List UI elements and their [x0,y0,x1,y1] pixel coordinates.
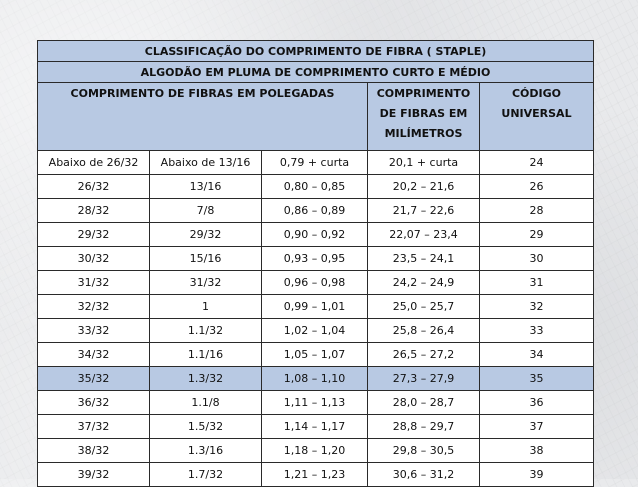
cell-universal-code: 31 [480,271,594,295]
cell-millimeters: 29,8 – 30,5 [368,439,480,463]
cell-millimeters: 25,0 – 25,7 [368,295,480,319]
table-row [38,343,594,367]
cell-inches-fraction: 15/16 [150,247,262,271]
table-row [38,151,594,175]
cell-universal-code: 33 [480,319,594,343]
cell-millimeters: 30,6 – 31,2 [368,463,480,487]
cell-inches-decimal: 0,96 – 0,98 [262,271,368,295]
cell-inches-fraction: 29/32 [150,223,262,247]
cell-inches-fraction: Abaixo de 13/16 [150,151,262,175]
cell-inches-32nds: 37/32 [38,415,150,439]
cell-inches-fraction: 1.1/8 [150,391,262,415]
cell-millimeters: 26,5 – 27,2 [368,343,480,367]
cell-inches-decimal: 1,05 – 1,07 [262,343,368,367]
table-title-row [38,41,594,62]
header-universal-code: CÓDIGO UNIVERSAL [480,83,594,151]
table-row [38,271,594,295]
table-row [38,175,594,199]
cell-inches-32nds: 28/32 [38,199,150,223]
table-row [38,319,594,343]
cell-inches-fraction: 1.3/32 [150,367,262,391]
cell-inches-32nds: Abaixo de 26/32 [38,151,150,175]
cell-universal-code: 38 [480,439,594,463]
cell-millimeters: 28,8 – 29,7 [368,415,480,439]
cell-inches-fraction: 1.1/16 [150,343,262,367]
fiber-length-table-container [37,40,593,487]
table-row [38,223,594,247]
cell-inches-32nds: 36/32 [38,391,150,415]
cell-universal-code: 34 [480,343,594,367]
table-row [38,391,594,415]
cell-inches-decimal: 0,79 + curta [262,151,368,175]
cell-inches-32nds: 29/32 [38,223,150,247]
cell-millimeters: 28,0 – 28,7 [368,391,480,415]
cell-inches-decimal: 0,80 – 0,85 [262,175,368,199]
cell-universal-code: 36 [480,391,594,415]
cell-universal-code: 35 [480,367,594,391]
cell-millimeters: 21,7 – 22,6 [368,199,480,223]
cell-inches-32nds: 38/32 [38,439,150,463]
table-row [38,247,594,271]
cell-inches-decimal: 1,02 – 1,04 [262,319,368,343]
cell-universal-code: 32 [480,295,594,319]
cell-inches-fraction: 1.7/32 [150,463,262,487]
table-row [38,367,594,391]
cell-inches-decimal: 0,93 – 0,95 [262,247,368,271]
table-title: CLASSIFICAÇÃO DO COMPRIMENTO DE FIBRA ( STAPLE) [38,41,594,62]
cell-universal-code: 28 [480,199,594,223]
table-row [38,415,594,439]
header-inches: COMPRIMENTO DE FIBRAS EM POLEGADAS [38,83,368,151]
cell-inches-decimal: 1,14 – 1,17 [262,415,368,439]
cell-inches-32nds: 30/32 [38,247,150,271]
cell-universal-code: 37 [480,415,594,439]
table-row [38,295,594,319]
cell-universal-code: 29 [480,223,594,247]
cell-millimeters: 23,5 – 24,1 [368,247,480,271]
cell-universal-code: 30 [480,247,594,271]
table-subtitle-row [38,62,594,83]
cell-millimeters: 22,07 – 23,4 [368,223,480,247]
fiber-length-classification-table [37,40,594,487]
cell-inches-32nds: 32/32 [38,295,150,319]
cell-inches-decimal: 0,86 – 0,89 [262,199,368,223]
cell-millimeters: 20,2 – 21,6 [368,175,480,199]
cell-inches-decimal: 1,21 – 1,23 [262,463,368,487]
table-row [38,463,594,487]
cell-inches-decimal: 1,11 – 1,13 [262,391,368,415]
cell-inches-32nds: 31/32 [38,271,150,295]
table-subtitle: ALGODÃO EM PLUMA DE COMPRIMENTO CURTO E MÉDIO [38,62,594,83]
cell-universal-code: 39 [480,463,594,487]
cell-inches-fraction: 1.1/32 [150,319,262,343]
cell-inches-decimal: 0,90 – 0,92 [262,223,368,247]
cell-inches-32nds: 26/32 [38,175,150,199]
table-row [38,439,594,463]
cell-inches-32nds: 34/32 [38,343,150,367]
cell-inches-fraction: 1 [150,295,262,319]
cell-millimeters: 27,3 – 27,9 [368,367,480,391]
cell-inches-fraction: 31/32 [150,271,262,295]
cell-inches-32nds: 35/32 [38,367,150,391]
table-body [38,151,594,487]
cell-inches-32nds: 33/32 [38,319,150,343]
cell-inches-decimal: 0,99 – 1,01 [262,295,368,319]
cell-inches-fraction: 7/8 [150,199,262,223]
cell-millimeters: 24,2 – 24,9 [368,271,480,295]
cell-inches-fraction: 1.5/32 [150,415,262,439]
table-row [38,199,594,223]
cell-inches-fraction: 1.3/16 [150,439,262,463]
column-header-row [38,83,594,151]
cell-inches-fraction: 13/16 [150,175,262,199]
cell-universal-code: 26 [480,175,594,199]
cell-millimeters: 20,1 + curta [368,151,480,175]
cell-inches-decimal: 1,18 – 1,20 [262,439,368,463]
header-millimeters: COMPRIMENTO DE FIBRAS EM MILÍMETROS [368,83,480,151]
cell-universal-code: 24 [480,151,594,175]
cell-inches-decimal: 1,08 – 1,10 [262,367,368,391]
cell-inches-32nds: 39/32 [38,463,150,487]
cell-millimeters: 25,8 – 26,4 [368,319,480,343]
